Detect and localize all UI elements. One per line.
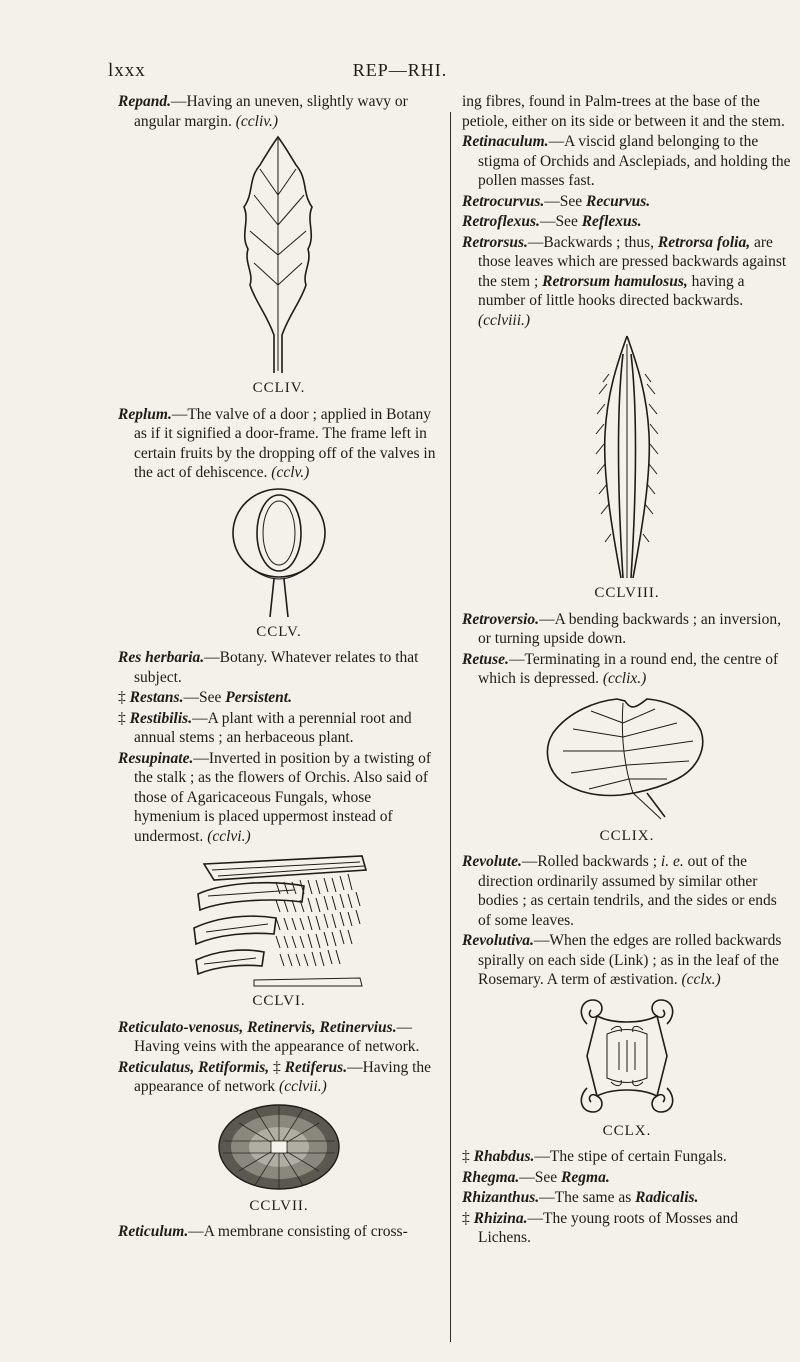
entry-reticulum: Reticulum.—A membrane consisting of cross-	[118, 1223, 408, 1240]
figure-cclviii	[462, 334, 792, 580]
caption-ccliv: CCLIV.	[252, 380, 306, 396]
entry-reticulum-continued: ing fibres, found in Palm-trees at the base of the petiole, either on its side or between it and the stem.	[462, 93, 785, 130]
entry-repand: Repand.—Having an uneven, slightly wavy or angular margin. (ccliv.)	[118, 93, 408, 130]
entry-rhizina: ‡ Rhizina.—The young roots of Mosses and Lichens.	[462, 1209, 739, 1246]
entry-reticulato-venosus: Reticulato-venosus, Retinervis, Retinervius.—Having veins with the appearance of network.	[118, 1018, 420, 1055]
entry-retroversio: Retroversio.—A bending backwards ; an inversion, or turning upside down.	[462, 610, 781, 647]
right-column	[462, 92, 792, 1249]
left-column	[118, 92, 440, 1243]
figure-cclix	[462, 693, 792, 823]
entry-retrocurvus: Retrocurvus.—See Recurvus.	[462, 192, 651, 210]
replum-fruit-illustration	[224, 487, 334, 619]
caption-cclv: CCLV.	[256, 623, 302, 640]
page-number: lxxx	[108, 60, 146, 81]
entry-reticulatus: Reticulatus, Retiformis, ‡ Retiferus.—Having the appearance of network (cclvii.)	[118, 1058, 432, 1095]
entry-resupinate: Resupinate.—Inverted in position by a twisting of the stalk ; as the flowers of Orchis. Also said of those of Agaricaceous Fungals, whose hymenium is placed uppermost instead of undermost. (cclvi.)	[118, 749, 431, 845]
entry-revolutiva: Revolutiva.—When the edges are rolled backwards spirally on each side (Link) ; as in the leaf of the Rosemary. A term of æstivation. (cclx.)	[462, 932, 782, 988]
caption-cclix: CCLIX.	[599, 827, 655, 844]
repand-leaf-illustration	[214, 135, 344, 375]
entry-retuse: Retuse.—Terminating in a round end, the centre of which is depressed. (cclix.)	[462, 650, 779, 687]
caption-cclx: CCLX.	[602, 1122, 652, 1139]
page-header	[0, 60, 800, 90]
entry-retroflexus: Retroflexus.—See Reflexus.	[462, 213, 642, 230]
entry-restibilis: ‡ Restibilis.—A plant with a perennial root and annual stems ; an herbaceous plant.	[118, 709, 412, 746]
entry-rhizanthus: Rhizanthus.—The same as Radicalis.	[462, 1189, 699, 1206]
caption-cclviii: CCLVIII.	[594, 585, 660, 601]
figure-ccliv	[118, 135, 440, 375]
figure-cclvii	[118, 1101, 440, 1193]
entry-retrorsus: Retrorsus.—Backwards ; thus, Retrorsa folia, are those leaves which are pressed backwards against the stem ; Retrorsum hamulosus, having a number of little hooks directed backwards. (cclviii.)	[462, 233, 787, 329]
entry-retinaculum: Retinaculum.—A viscid gland belonging to the stigma of Orchids and Asclepiads, and holding the pollen masses fast.	[462, 133, 791, 189]
entry-rhegma: Rhegma.—See Regma.	[462, 1168, 610, 1186]
revolutive-aestivation-illustration	[567, 994, 687, 1118]
retuse-leaf-illustration	[537, 693, 717, 823]
running-title: REP—RHI.	[352, 60, 448, 80]
retrorse-stem-illustration	[577, 334, 677, 580]
entry-revolute: Revolute.—Rolled backwards ; i. e. out of the direction ordinarily assumed by similar other bodies ; as certain tendrils, and the sides or ends of some leaves.	[462, 853, 777, 929]
entry-rhabdus: ‡ Rhabdus.—The stipe of certain Fungals.	[462, 1148, 727, 1165]
column-divider	[450, 112, 451, 1342]
hymenium-spines	[276, 874, 360, 966]
entry-replum: Replum.—The valve of a door ; applied in Botany as if it signified a door-frame. The frame left in certain fruits by the dropping off of the valves in the act of dehiscence. (cclv.)	[118, 405, 436, 481]
figure-cclv	[118, 487, 440, 619]
reticulate-network-illustration	[209, 1101, 349, 1193]
caption-cclvii: CCLVII.	[249, 1197, 309, 1214]
entry-res-herbaria: Res herbaria.—Botany. Whatever relates to that subject.	[118, 649, 419, 686]
resupinate-fungus-illustration	[184, 850, 374, 988]
entry-restans: ‡ Restans.—See Persistent.	[118, 689, 292, 706]
figure-cclvi	[118, 850, 440, 988]
caption-cclvi: CCLVI.	[252, 993, 306, 1009]
figure-cclx	[462, 994, 792, 1118]
